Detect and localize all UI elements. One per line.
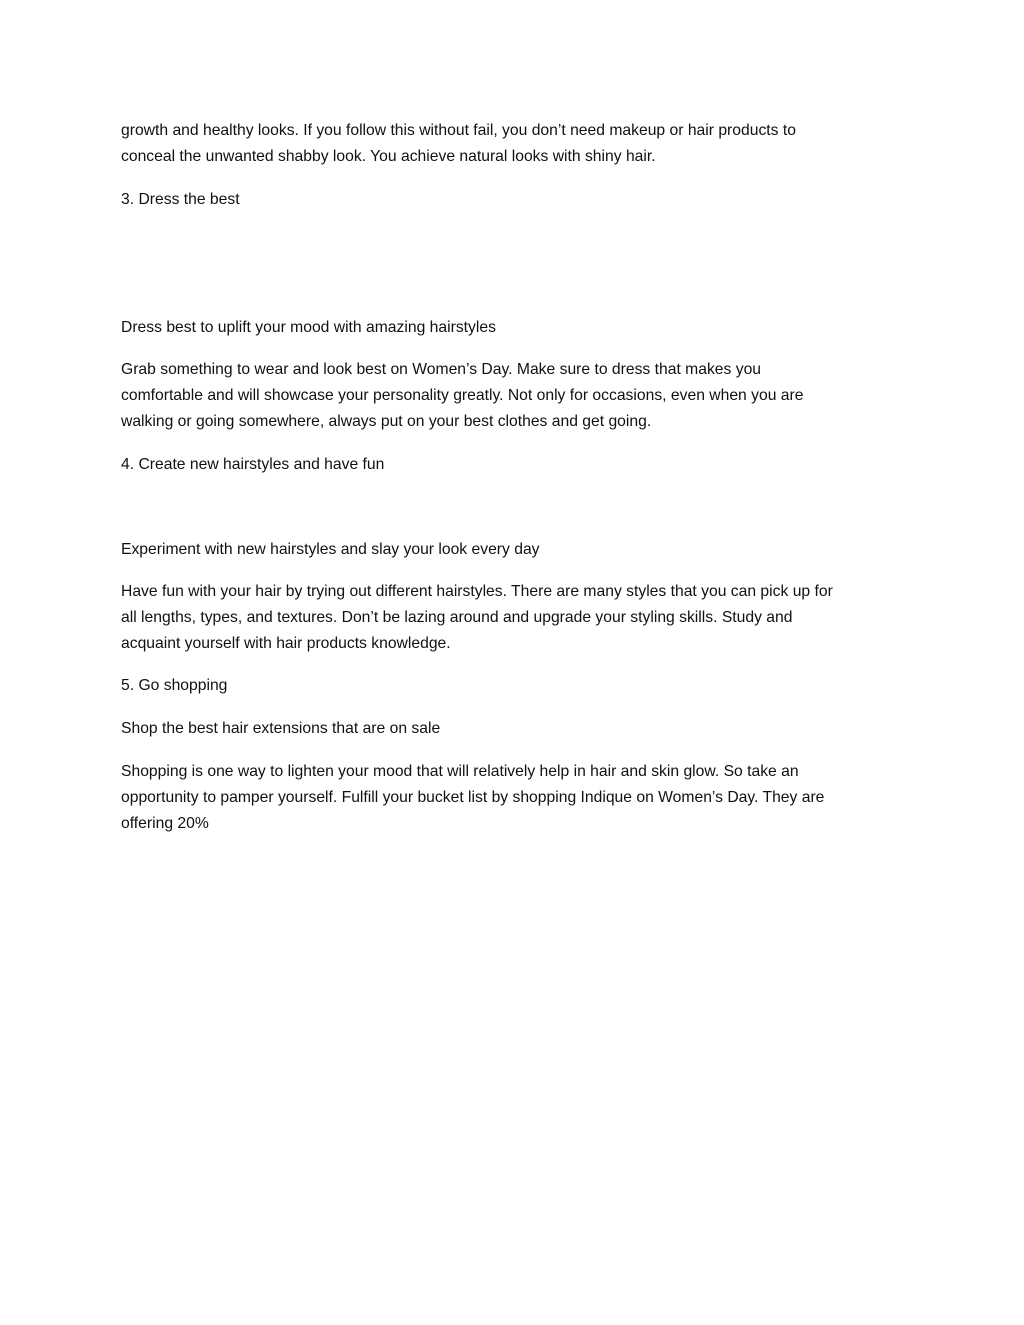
text-line: opportunity to pamper yourself. Fulfill your bucket list by shopping Indique on Women’s Day. They are — [121, 789, 825, 806]
text-line: growth and healthy looks. If you follow this without fail, you don’t need makeup or hair products to — [121, 122, 796, 139]
paragraph-dress — [121, 357, 911, 435]
text-line: Shop the best hair extensions that are on sale — [121, 720, 441, 737]
paragraph-hairstyles — [121, 579, 911, 657]
text-line: Experiment with new hairstyles and slay your look every day — [121, 541, 540, 558]
text-line: walking or going somewhere, always put on your best clothes and get going. — [121, 413, 652, 430]
text-line: 4. Create new hairstyles and have fun — [121, 456, 385, 473]
caption-dress-best — [121, 315, 911, 341]
text-line: acquaint yourself with hair products knowledge. — [121, 635, 451, 652]
text-line: comfortable and will showcase your personality greatly. Not only for occasions, even when you are — [121, 387, 804, 404]
text-line: Shopping is one way to lighten your mood that will relatively help in hair and skin glow. So take an — [121, 763, 799, 780]
paragraph-shopping — [121, 759, 911, 837]
caption-shop-extensions — [121, 716, 911, 742]
text-line: Grab something to wear and look best on Women’s Day. Make sure to dress that makes you — [121, 361, 762, 378]
caption-experiment — [121, 537, 911, 563]
heading-go-shopping — [121, 673, 911, 699]
text-line: 3. Dress the best — [121, 191, 240, 208]
text-line: 5. Go shopping — [121, 677, 228, 694]
text-line: Dress best to uplift your mood with amazing hairstyles — [121, 319, 496, 336]
text-line: conceal the unwanted shabby look. You achieve natural looks with shiny hair. — [121, 148, 656, 165]
heading-create-hairstyles — [121, 452, 911, 478]
text-line: offering 20% — [121, 815, 209, 832]
text-line: Have fun with your hair by trying out different hairstyles. There are many styles that you can pick up for — [121, 583, 833, 600]
heading-dress-the-best — [121, 187, 911, 213]
paragraph-hair-growth — [121, 118, 911, 170]
text-line: all lengths, types, and textures. Don’t be lazing around and upgrade your styling skills. Study and — [121, 609, 793, 626]
